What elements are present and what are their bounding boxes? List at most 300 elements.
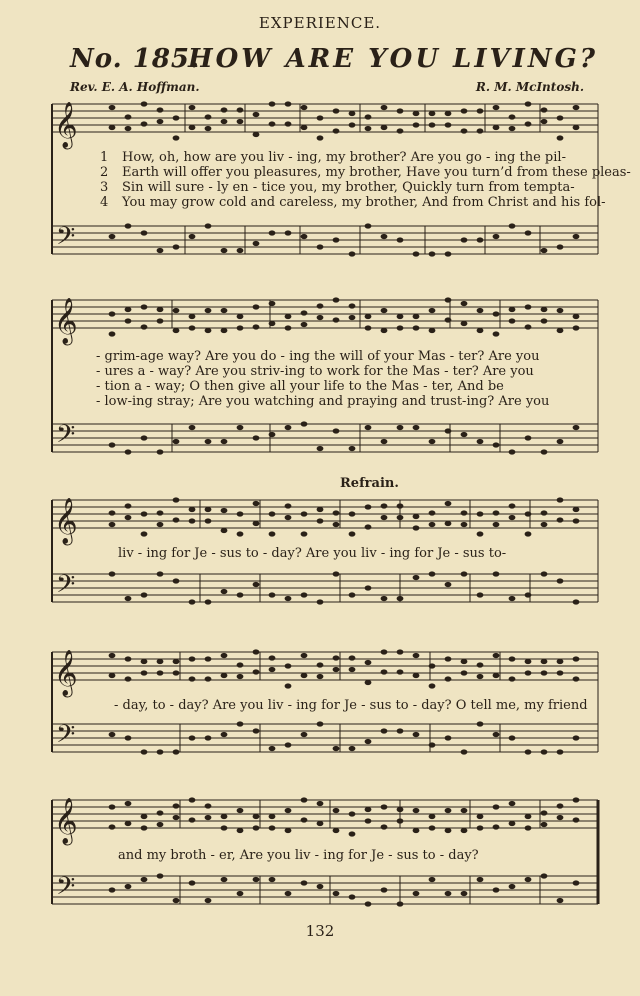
note-head (253, 649, 260, 654)
note-head (509, 801, 516, 806)
note-head (381, 234, 388, 239)
note-head (557, 670, 564, 675)
note-head (173, 308, 180, 313)
note-head (365, 585, 372, 590)
note-head (109, 105, 116, 110)
note-head (381, 308, 388, 313)
note-head (413, 673, 420, 678)
note-head (429, 251, 436, 256)
note-head (429, 683, 436, 688)
note-head (573, 314, 580, 319)
note-head (349, 315, 356, 320)
note-head (349, 446, 356, 451)
note-head (269, 321, 276, 326)
note-head (541, 749, 548, 754)
note-head (525, 877, 532, 882)
note-head (349, 511, 356, 516)
note-head (525, 324, 532, 329)
note-head (381, 328, 388, 333)
note-head (189, 676, 196, 681)
note-head (413, 111, 420, 116)
note-head (573, 125, 580, 130)
note-head (125, 449, 132, 454)
note-head (333, 891, 340, 896)
note-head (301, 673, 308, 678)
note-head (189, 797, 196, 802)
note-head (429, 663, 436, 668)
note-head (381, 728, 388, 733)
hymn-number: No. 185. (70, 44, 201, 74)
note-head (269, 511, 276, 516)
note-head (269, 101, 276, 106)
note-head (157, 318, 164, 323)
note-head (429, 439, 436, 444)
note-head (525, 814, 532, 819)
note-head (413, 251, 420, 256)
note-head (285, 828, 292, 833)
note-head (109, 510, 116, 515)
note-head (333, 828, 340, 833)
note-head (477, 511, 484, 516)
note-head (397, 503, 404, 508)
note-head (333, 108, 340, 113)
note-head (141, 531, 148, 536)
note-head (349, 667, 356, 672)
note-head (189, 125, 196, 130)
note-head (573, 518, 580, 523)
note-head (397, 325, 404, 330)
note-head (429, 308, 436, 313)
note-head (253, 582, 260, 587)
note-head (413, 891, 420, 896)
note-head (285, 596, 292, 601)
note-head (205, 676, 212, 681)
note-head (557, 578, 564, 583)
note-head (493, 824, 500, 829)
note-head (285, 325, 292, 330)
note-head (141, 511, 148, 516)
note-head (189, 507, 196, 512)
note-head (333, 655, 340, 660)
note-head (173, 578, 180, 583)
note-head (477, 128, 484, 133)
note-head (317, 518, 324, 523)
note-head (141, 230, 148, 235)
verse-number: 1 (100, 150, 109, 165)
note-head (125, 515, 132, 520)
note-head (429, 122, 436, 127)
note-head (493, 804, 500, 809)
note-head (317, 315, 324, 320)
note-head (141, 825, 148, 830)
note-head (381, 439, 388, 444)
note-head (109, 824, 116, 829)
note-head (189, 880, 196, 885)
note-head (573, 797, 580, 802)
note-head (397, 901, 404, 906)
note-head (445, 317, 452, 322)
note-head (109, 571, 116, 576)
note-head (205, 328, 212, 333)
note-head (445, 676, 452, 681)
system3-lyric: liv - ing for Je - sus to - day? Are you liv - ing for Je - sus to- (118, 546, 507, 561)
note-head (461, 432, 468, 437)
note-head (525, 670, 532, 675)
note-head (445, 111, 452, 116)
note-head (157, 810, 164, 815)
note-head (461, 301, 468, 306)
note-head (237, 325, 244, 330)
note-head (573, 105, 580, 110)
note-head (509, 676, 516, 681)
note-head (381, 515, 388, 520)
note-head (269, 592, 276, 597)
note-head (509, 656, 516, 661)
note-head (285, 515, 292, 520)
note-head (557, 135, 564, 140)
note-head (285, 503, 292, 508)
note-head (557, 308, 564, 313)
note-head (381, 824, 388, 829)
note-head (269, 667, 276, 672)
note-head (493, 442, 500, 447)
note-head (173, 803, 180, 808)
note-head (333, 571, 340, 576)
note-head (221, 814, 228, 819)
note-head (477, 877, 484, 882)
note-head (397, 314, 404, 319)
note-head (493, 732, 500, 737)
note-head (173, 497, 180, 502)
note-head (381, 125, 388, 130)
note-head (541, 248, 548, 253)
note-head (541, 522, 548, 527)
note-head (365, 680, 372, 685)
note-head (461, 510, 468, 515)
note-head (493, 311, 500, 316)
note-head (253, 304, 260, 309)
note-head (381, 649, 388, 654)
note-head (157, 107, 164, 112)
note-head (253, 814, 260, 819)
note-head (205, 898, 212, 903)
note-head (189, 325, 196, 330)
note-head (253, 521, 260, 526)
note-head (205, 126, 212, 131)
note-head (397, 515, 404, 520)
note-head (429, 510, 436, 515)
note-head (109, 887, 116, 892)
note-head (221, 119, 228, 124)
note-head (109, 234, 116, 239)
note-head (557, 115, 564, 120)
note-head (141, 101, 148, 106)
note-head (253, 435, 260, 440)
note-head (333, 128, 340, 133)
note-head (205, 223, 212, 228)
note-head (365, 807, 372, 812)
note-head (525, 531, 532, 536)
note-head (221, 673, 228, 678)
note-head (413, 525, 420, 530)
note-head (557, 328, 564, 333)
note-head (285, 121, 292, 126)
note-head (157, 670, 164, 675)
note-head (173, 670, 180, 675)
note-head (157, 659, 164, 664)
note-head (509, 515, 516, 520)
note-head (109, 125, 116, 130)
note-head (509, 307, 516, 312)
note-head (541, 107, 548, 112)
note-head (189, 817, 196, 822)
note-head (317, 801, 324, 806)
note-head (461, 828, 468, 833)
note-head (413, 828, 420, 833)
note-head (509, 449, 516, 454)
note-head (285, 314, 292, 319)
note-head (253, 877, 260, 882)
note-head (397, 649, 404, 654)
note-head (205, 114, 212, 119)
clef-glyph: 𝄞 (54, 798, 78, 844)
clef-glyph: 𝄢 (56, 720, 76, 755)
note-head (237, 721, 244, 726)
note-head (477, 674, 484, 679)
note-head (445, 428, 452, 433)
note-head (557, 815, 564, 820)
note-head (141, 304, 148, 309)
note-head (541, 307, 548, 312)
note-head (125, 656, 132, 661)
note-head (525, 749, 532, 754)
note-head (125, 307, 132, 312)
note-head (317, 821, 324, 826)
note-head (109, 442, 116, 447)
note-head (301, 817, 308, 822)
verse-line-4 (100, 195, 631, 210)
note-head (445, 735, 452, 740)
note-head (413, 122, 420, 127)
note-head (509, 223, 516, 228)
note-head (173, 815, 180, 820)
note-head (269, 301, 276, 306)
note-head (461, 571, 468, 576)
note-head (525, 230, 532, 235)
note-head (221, 732, 228, 737)
note-head (253, 825, 260, 830)
note-head (397, 728, 404, 733)
note-head (525, 304, 532, 309)
note-head (205, 815, 212, 820)
note-head (301, 310, 308, 315)
note-head (573, 599, 580, 604)
note-head (493, 522, 500, 527)
note-head (221, 107, 228, 112)
note-head (333, 522, 340, 527)
note-head (365, 425, 372, 430)
note-head (189, 599, 196, 604)
note-head (349, 111, 356, 116)
note-head (445, 251, 452, 256)
verse-line-3 (100, 180, 631, 195)
note-head (301, 653, 308, 658)
note-head (525, 659, 532, 664)
note-head (333, 808, 340, 813)
clef-glyph: 𝄞 (54, 650, 78, 696)
note-head (189, 656, 196, 661)
note-head (349, 122, 356, 127)
note-head (557, 749, 564, 754)
note-head (413, 808, 420, 813)
note-head (205, 439, 212, 444)
note-head (445, 297, 452, 302)
note-head (125, 114, 132, 119)
note-head (445, 501, 452, 506)
note-head (429, 111, 436, 116)
note-head (317, 721, 324, 726)
clef-glyph: 𝄢 (56, 420, 76, 455)
note-head (509, 318, 516, 323)
note-head (237, 511, 244, 516)
note-head (301, 732, 308, 737)
verse-text: Earth will offer you pleasures, my brother, Have you turn’d from these pleas- (122, 165, 631, 180)
note-head (141, 877, 148, 882)
verse-line-1 (100, 150, 631, 165)
note-head (381, 596, 388, 601)
note-head (221, 508, 228, 513)
note-head (365, 818, 372, 823)
note-head (253, 669, 260, 674)
note-head (397, 425, 404, 430)
note-head (333, 317, 340, 322)
note-head (461, 522, 468, 527)
note-head (301, 105, 308, 110)
note-head (109, 311, 116, 316)
note-head (381, 804, 388, 809)
note-head (509, 735, 516, 740)
note-head (445, 891, 452, 896)
note-head (317, 674, 324, 679)
note-head (541, 449, 548, 454)
note-head (125, 821, 132, 826)
note-head (189, 314, 196, 319)
note-head (237, 107, 244, 112)
note-head (173, 328, 180, 333)
note-head (525, 101, 532, 106)
note-head (253, 728, 260, 733)
note-head (285, 425, 292, 430)
note-head (445, 656, 452, 661)
note-head (317, 446, 324, 451)
note-head (493, 571, 500, 576)
note-head (125, 223, 132, 228)
note-head (301, 421, 308, 426)
note-head (317, 303, 324, 308)
note-head (317, 507, 324, 512)
clef-glyph: 𝄢 (56, 570, 76, 605)
note-head (141, 121, 148, 126)
note-head (413, 425, 420, 430)
note-head (333, 746, 340, 751)
note-head (381, 503, 388, 508)
note-head (269, 230, 276, 235)
note-head (541, 659, 548, 664)
note-head (317, 599, 324, 604)
note-head (429, 571, 436, 576)
note-head (157, 248, 164, 253)
note-head (365, 504, 372, 509)
note-head (557, 497, 564, 502)
note-head (125, 884, 132, 889)
note-head (397, 128, 404, 133)
note-head (125, 676, 132, 681)
note-head (429, 742, 436, 747)
note-head (125, 801, 132, 806)
note-head (461, 891, 468, 896)
note-head (301, 125, 308, 130)
note-head (237, 808, 244, 813)
note-head (365, 901, 372, 906)
system5-lyric: and my broth - er, Are you liv - ing for Je - sus to - day? (118, 848, 479, 863)
system4-lyric: - day, to - day? Are you liv - ing for Je - sus to - day? O tell me, my friend (114, 698, 588, 713)
note-head (397, 108, 404, 113)
note-head (573, 880, 580, 885)
verse-line-1: - grim-age way? Are you do - ing the will of your Mas - ter? Are you (96, 349, 540, 364)
note-head (221, 825, 228, 830)
note-head (109, 522, 116, 527)
note-head (493, 234, 500, 239)
note-head (429, 814, 436, 819)
verse-number: 3 (100, 180, 109, 195)
note-head (285, 891, 292, 896)
note-head (541, 670, 548, 675)
verse-line-2 (100, 165, 631, 180)
note-head (173, 244, 180, 249)
note-head (477, 108, 484, 113)
note-head (285, 742, 292, 747)
note-head (269, 655, 276, 660)
note-head (573, 325, 580, 330)
note-head (253, 241, 260, 246)
note-head (525, 825, 532, 830)
note-head (109, 673, 116, 678)
note-head (349, 811, 356, 816)
note-head (125, 596, 132, 601)
composer-credit: R. M. McIntosh. (475, 80, 584, 94)
note-head (509, 596, 516, 601)
system1-verses (100, 150, 631, 210)
note-head (301, 531, 308, 536)
note-head (269, 814, 276, 819)
note-head (173, 517, 180, 522)
note-head (157, 873, 164, 878)
note-head (509, 126, 516, 131)
note-head (493, 105, 500, 110)
note-head (125, 503, 132, 508)
note-head (365, 114, 372, 119)
note-head (461, 321, 468, 326)
verse-line-3: - tion a - way; O then give all your life to the Mas - ter, And be (96, 379, 504, 394)
verse-text: How, oh, how are you liv - ing, my brother? Are you go - ing the pil- (122, 150, 566, 165)
note-head (381, 887, 388, 892)
note-head (205, 735, 212, 740)
note-head (557, 898, 564, 903)
note-head (525, 592, 532, 597)
note-head (541, 873, 548, 878)
note-head (237, 891, 244, 896)
note-head (493, 125, 500, 130)
